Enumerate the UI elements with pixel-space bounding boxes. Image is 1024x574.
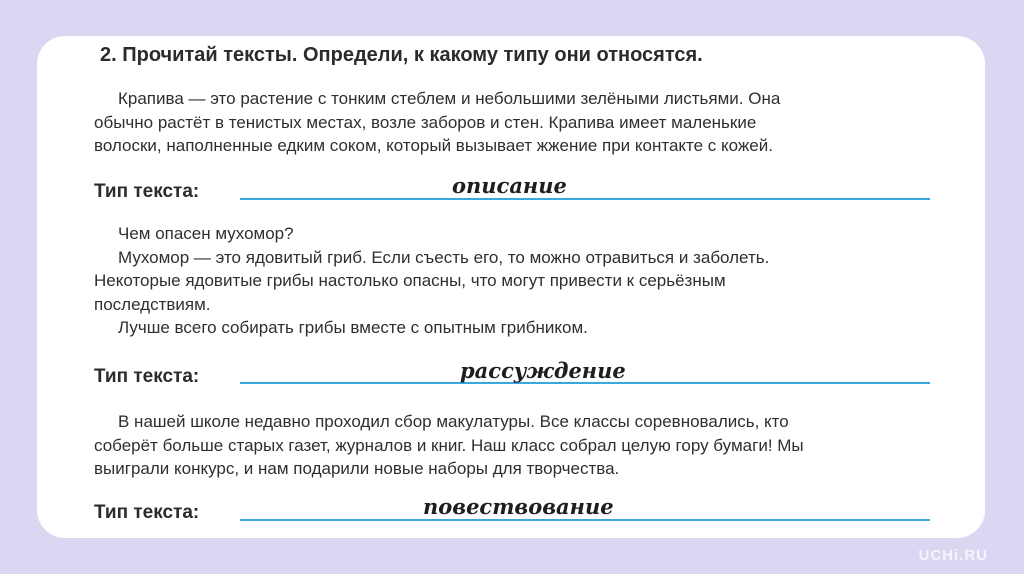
watermark-logo: UCHi.RU [918, 547, 988, 564]
answer-label-1: Тип текста: [94, 181, 200, 202]
text-1-line-1: Крапива — это растение с тонким стеблем и небольшими зелёными листьями. Она [118, 89, 781, 108]
text-1-line-2: обычно растёт в тенистых местах, возле заборов и стен. Крапива имеет маленькие [94, 112, 757, 132]
text-2-line-4: последствиям. [94, 294, 211, 314]
text-1-line-3: волоски, наполненные едким соком, который вызывает жжение при контакте с кожей. [94, 136, 773, 155]
text-1 [94, 87, 780, 158]
text-2-line-5: Лучше всего собирать грибы вместе с опытным грибником. [118, 318, 588, 337]
text-3-line-2: соберёт больше старых газет, журналов и книг. Наш класс собрал целую гору бумаги! Мы [94, 435, 804, 455]
answer-1-handwritten: описание [452, 173, 567, 198]
answer-label-3: Тип текста: [94, 502, 200, 523]
text-3 [94, 410, 804, 481]
answer-line-3 [240, 519, 930, 521]
text-2 [94, 222, 769, 340]
answer-3-handwritten: повествование [423, 494, 614, 519]
answer-label-2: Тип текста: [94, 366, 200, 387]
answer-2-handwritten: рассуждение [460, 358, 626, 383]
text-2-line-3: Некоторые ядовитые грибы настолько опасны, что могут привести к серьёзным [94, 271, 726, 290]
text-3-line-3: выиграли конкурс, и нам подарили новые наборы для творчества. [94, 459, 620, 478]
text-3-line-1: В нашей школе недавно проходил сбор макулатуры. Все классы соревновались, кто [118, 412, 789, 431]
text-2-line-2: Мухомор — это ядовитый гриб. Если съесть его, то можно отравиться и заболеть. [118, 247, 770, 267]
task-title: 2. Прочитай тексты. Определи, к какому типу они относятся. [100, 44, 703, 66]
text-2-line-1: Чем опасен мухомор? [118, 224, 294, 243]
answer-line-1 [240, 198, 930, 200]
